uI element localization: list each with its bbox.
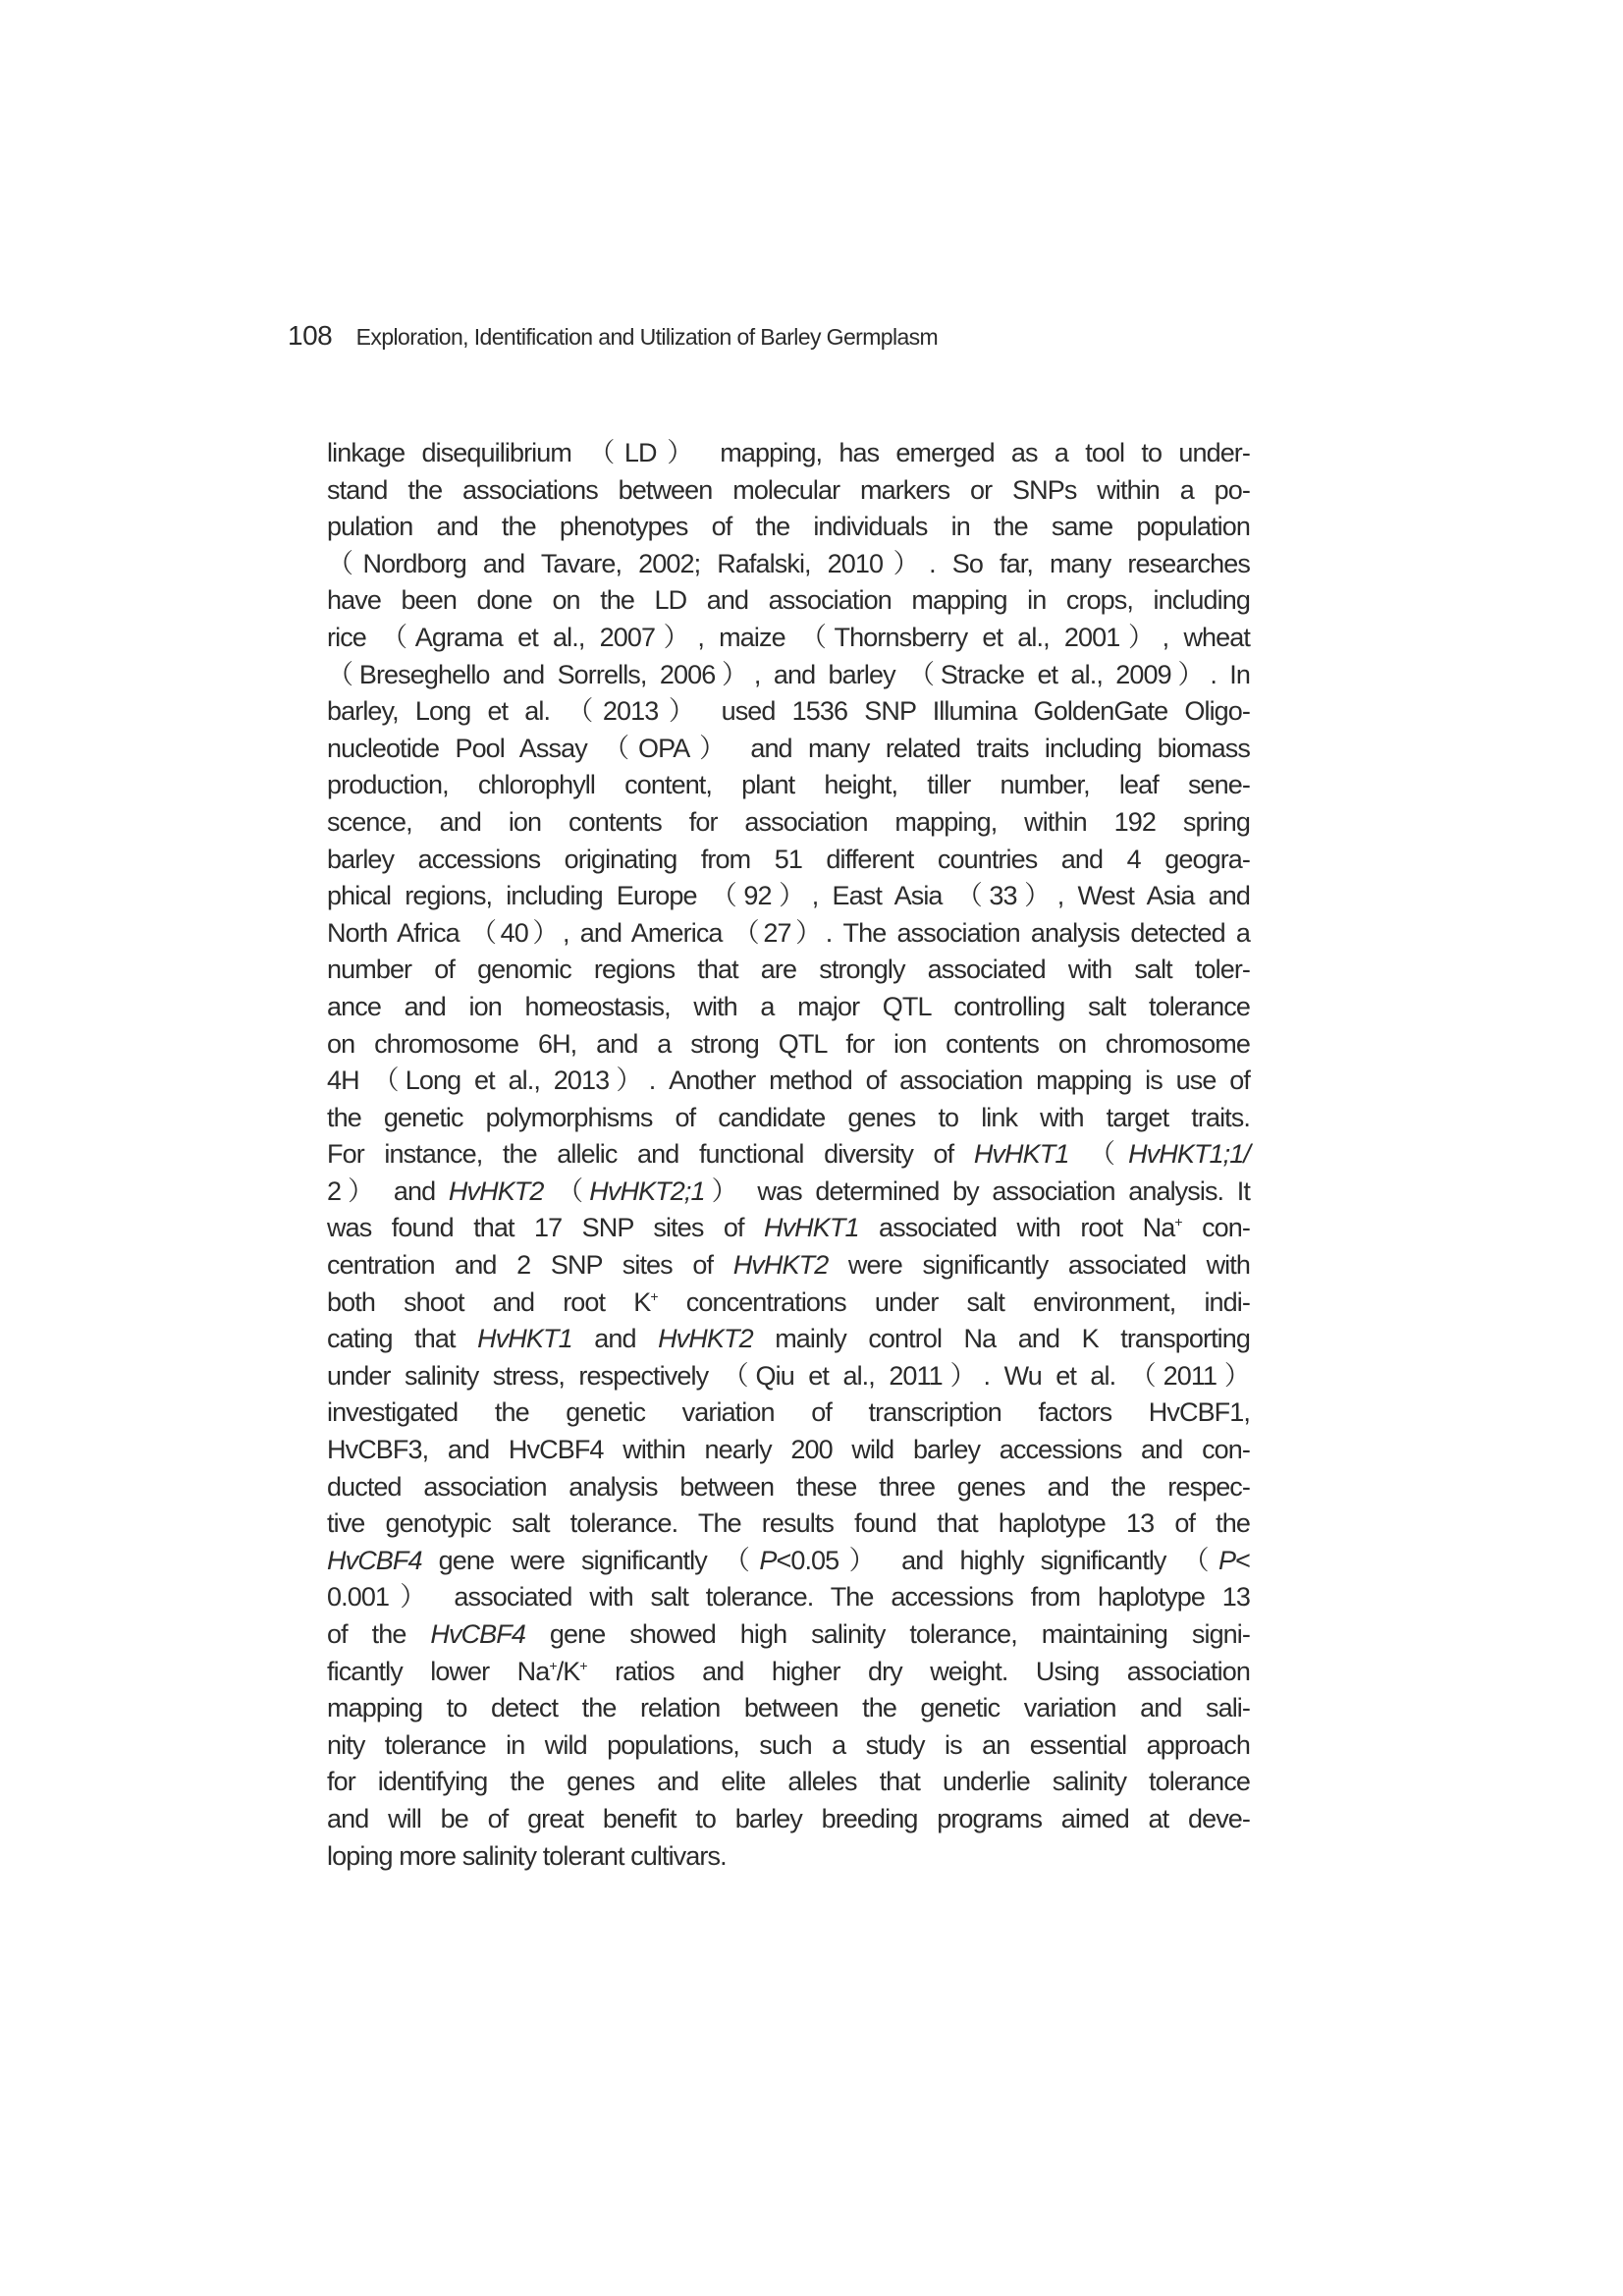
text-line: phical regions, including Europe （92）, East Asia （33）, West Asia and — [327, 881, 1250, 911]
text-line: on chromosome 6H, and a strong QTL for ion contents on chromosome — [327, 1028, 1250, 1059]
text-line: For instance, the allelic and functional diversity of HvHKT1 （HvHKT1;1/ — [327, 1139, 1250, 1170]
text-line: cating that HvHKT1 and HvHKT2 mainly control Na and K transporting — [327, 1324, 1251, 1354]
text-line: HvCBF4 gene were significantly （P<0.05） and highly significantly （P< — [327, 1545, 1250, 1575]
text-line: ducted association analysis between these three genes and the respec- — [327, 1471, 1250, 1502]
text-line: 2） and HvHKT2 （HvHKT2;1） was determined by association analysis. It — [327, 1175, 1250, 1206]
text-line: number of genomic regions that are strongly associated with salt toler- — [327, 955, 1250, 985]
text-line: stand the associations between molecular markers or SNPs within a po- — [327, 474, 1250, 505]
text-line: of the HvCBF4 gene showed high salinity tolerance, maintaining signi- — [327, 1619, 1250, 1649]
text-line: for identifying the genes and elite alleles that underlie salinity tolerance — [327, 1767, 1250, 1797]
text-line: under salinity stress, respectively （Qiu et al., 2011）. Wu et al. （2011） — [327, 1360, 1250, 1391]
text-line: pulation and the phenotypes of the individuals in the same population — [327, 512, 1250, 542]
body-paragraph — [327, 435, 1250, 1875]
text-line: tive genotypic salt tolerance. The results found that haplotype 13 of the — [327, 1508, 1250, 1539]
text-line: have been done on the LD and association mapping in crops, including — [327, 585, 1250, 616]
text-line: both shoot and root K+ concentrations under salt environment, indi- — [327, 1286, 1250, 1317]
text-line: the genetic polymorphisms of candidate genes to link with target traits. — [327, 1102, 1250, 1132]
text-line: North Africa （40）, and America （27）. The association analysis detected a — [327, 917, 1250, 948]
page-number: 108 — [288, 320, 333, 351]
text-line: 4H （Long et al., 2013）. Another method of association mapping is use of — [327, 1066, 1250, 1096]
text-line: mapping to detect the relation between the genetic variation and sali- — [327, 1693, 1250, 1723]
text-line: ance and ion homeostasis, with a major QTL controlling salt tolerance — [327, 991, 1250, 1021]
text-line: scence, and ion contents for association mapping, within 192 spring — [327, 806, 1250, 837]
text-line: barley, Long et al. （2013） used 1536 SNP Illumina GoldenGate Oligo- — [327, 696, 1250, 727]
text-line: ficantly lower Na+/K+ ratios and higher dry weight. Using association — [327, 1656, 1250, 1686]
text-line: centration and 2 SNP sites of HvHKT2 were significantly associated with — [327, 1250, 1251, 1281]
text-line: barley accessions originating from 51 different countries and 4 geogra- — [327, 844, 1250, 874]
text-line: rice （Agrama et al., 2007）, maize （Thornsberry et al., 2001）, wheat — [327, 622, 1250, 652]
text-line: investigated the genetic variation of transcription factors HvCBF1, — [327, 1397, 1250, 1428]
text-line: loping more salinity tolerant cultivars. — [327, 1840, 727, 1871]
text-line: nucleotide Pool Assay （OPA） and many related traits including biomass — [327, 733, 1250, 763]
text-line: （Breseghello and Sorrells, 2006）, and barley （Stracke et al., 2009）. In — [327, 659, 1250, 689]
page-header — [288, 320, 938, 352]
text-line: and will be of great benefit to barley breeding programs aimed at deve- — [327, 1803, 1250, 1833]
text-line: nity tolerance in wild populations, such a study is an essential approach — [327, 1729, 1250, 1760]
text-line: （Nordborg and Tavare, 2002; Rafalski, 2010）. So far, many researches — [327, 548, 1250, 578]
text-line: HvCBF3, and HvCBF4 within nearly 200 wild barley accessions and con- — [327, 1435, 1250, 1465]
running-title: Exploration, Identification and Utilization of Barley Germplasm — [355, 324, 939, 350]
text-line: linkage disequilibrium （LD） mapping, has emerged as a tool to under- — [327, 438, 1250, 467]
text-line: 0.001） associated with salt tolerance. The accessions from haplotype 13 — [327, 1582, 1250, 1613]
text-line: was found that 17 SNP sites of HvHKT1 associated with root Na+ con- — [327, 1213, 1251, 1243]
text-line: production, chlorophyll content, plant height, tiller number, leaf sene- — [327, 770, 1250, 800]
